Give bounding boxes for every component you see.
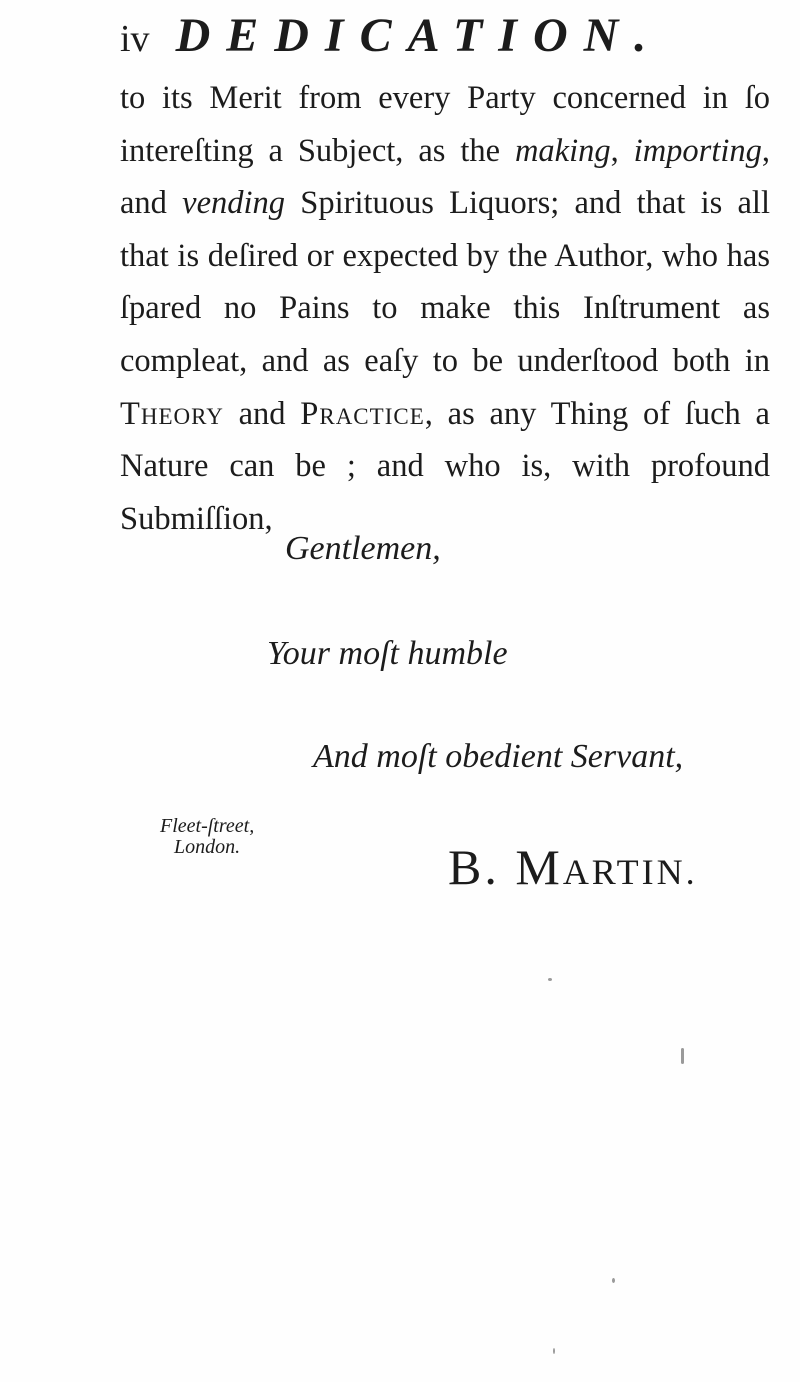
body-italic-vending: vending [182, 185, 286, 222]
page-number: iv [120, 18, 150, 60]
page-header [120, 9, 663, 62]
body-text-segment: Spirituous Liquors; and that is all that is deſired or expected by the Author, who has ſpared no Pains to make this Inſtrument as compleat, and as eaſy to be underſtood both in [120, 185, 770, 379]
body-text-segment: , and [120, 132, 771, 222]
body-text-segment: and [223, 395, 301, 432]
place-block [160, 816, 254, 858]
body-text-segment: , as any Thing of ſuch a Nature can be ; and who is, with profound Submiſſion, [120, 395, 770, 537]
running-title: DEDICATION. [175, 9, 663, 62]
body-text-segment: to its Merit from every Party concerned in ſo intereſting a Subject, as the [120, 80, 770, 169]
complimentary-close: Your moſt humble [267, 635, 508, 672]
signature-initial: B. M [448, 839, 563, 895]
body-italic-importing: importing [633, 132, 762, 169]
body-text-segment: , [610, 132, 634, 169]
servant-line: And moſt obedient Servant, [313, 738, 684, 775]
body-smallcaps-practice: Practice [300, 395, 425, 432]
body-smallcaps-theory: Theory [120, 395, 224, 432]
paper-speck [681, 1048, 684, 1064]
paper-speck [612, 1278, 615, 1283]
signature-surname: ARTIN. [562, 852, 698, 892]
paper-speck [553, 1348, 555, 1354]
place-city: London. [174, 836, 241, 858]
body-italic-making: making [514, 132, 611, 169]
dedication-paragraph [120, 72, 770, 545]
signature [448, 838, 698, 896]
paper-speck [548, 978, 552, 981]
place-street: Fleet-ſtreet, [160, 815, 255, 837]
salutation: Gentlemen, [285, 530, 441, 567]
